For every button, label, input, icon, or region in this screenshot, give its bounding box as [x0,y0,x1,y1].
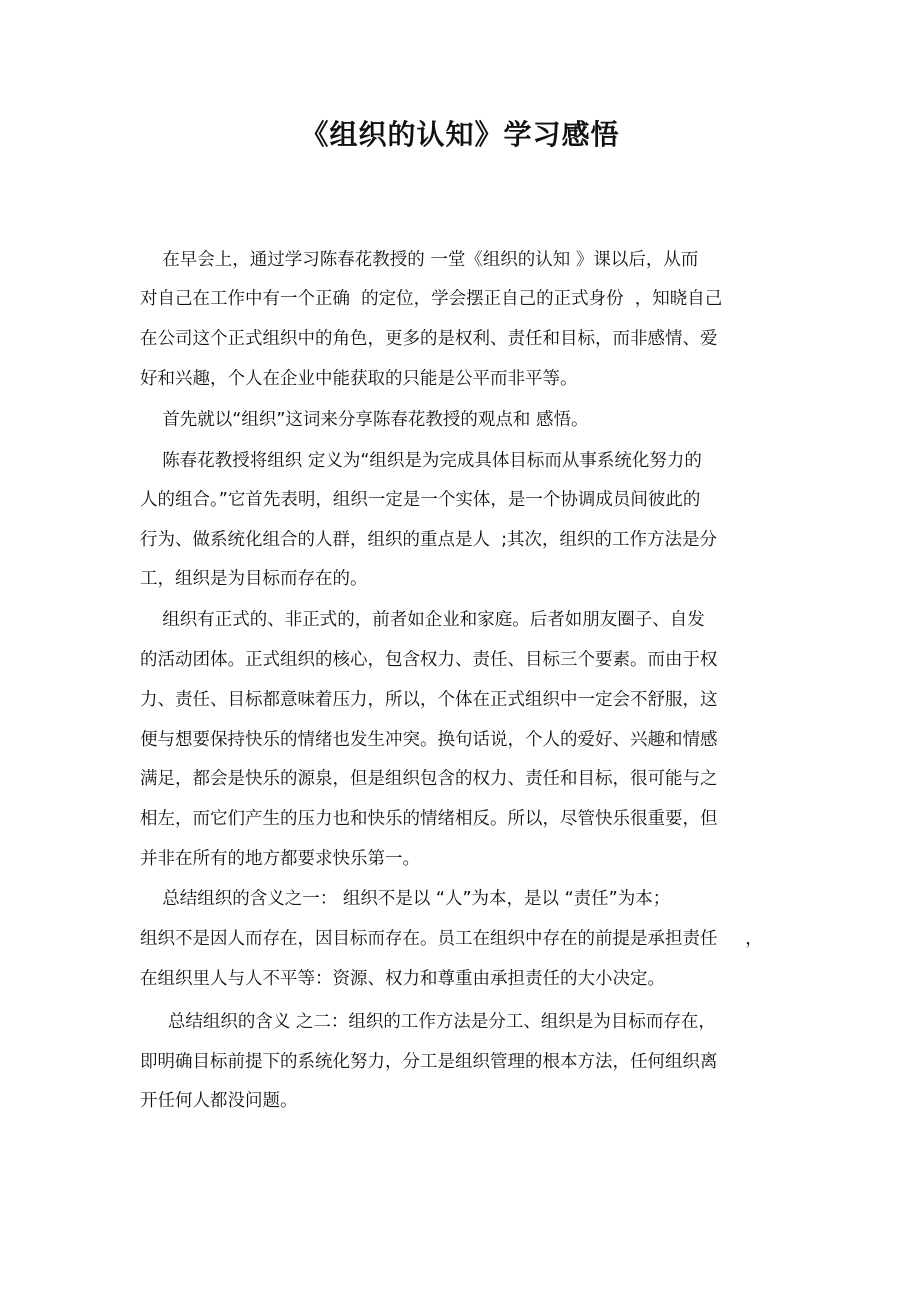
text-line: 行为、做系统化组合的人群，组织的重点是人 ;其次，组织的工作方法是分 [140,530,718,550]
text-line: 对自己在工作中有一个正确 的定位，学会摆正自己的正式身份 ，知晓自己 [140,289,723,309]
text-line: 陈春花教授将组织 定义为“组织是为完成具体目标而从事系统化努力的 [140,451,702,471]
text-line: 好和兴趣，个人在企业中能获取的只能是公平而非平等。 [140,369,578,389]
page-title: 《组织的认知》学习感悟 [300,118,620,151]
text-line: 首先就以“组织”这词来分享陈春花教授的观点和 感悟。 [140,410,589,430]
text-line: 的活动团体。正式组织的核心，包含权力、责任、目标三个要素。而由于权 [140,650,718,670]
text-line: 总结组织的含义 之二：组织的工作方法是分工、组织是为目标而存在， [140,1012,716,1032]
text-line: 组织有正式的、非正式的，前者如企业和家庭。后者如朋友圈子、自发 [140,610,705,630]
text-line: 开任何人都没问题。 [140,1091,298,1111]
text-line: 满足，都会是快乐的源泉，但是组织包含的权力、责任和目标，很可能与之 [140,769,718,789]
text-line: 在公司这个正式组织中的角色，更多的是权利、责任和目标，而非感情、爱 [140,329,718,349]
text-line: 总结组织的含义之一： 组织不是以 “人”为本，是以 “责任”为本； [140,889,671,909]
text-line: 便与想要保持快乐的情绪也发生冲突。换句话说，个人的爱好、兴趣和情感 [140,730,718,750]
text-line: 并非在所有的地方都要求快乐第一。 [140,849,420,869]
text-line: 人的组合。”它首先表明，组织一定是一个实体，是一个协调成员间彼此的 [140,490,701,510]
text-line: 在早会上，通过学习陈春花教授的 一堂《组织的认知 》课以后，从而 [140,250,699,270]
text-line: 即明确目标前提下的系统化努力，分工是组织管理的根本方法，任何组织离 [140,1052,718,1072]
text-line: 工，组织是为目标而存在的。 [140,569,368,589]
text-line: 力、责任、目标都意味着压力，所以，个体在正式组织中一定会不舒服，这 [140,690,718,710]
text-line: 相左，而它们产生的压力也和快乐的情绪相反。所以，尽管快乐很重要，但 [140,809,718,829]
text-line: 组织不是因人而存在，因目标而存在。员工在组织中存在的前提是承担责任 ， [140,929,763,949]
text-line: 在组织里人与人不平等：资源、权力和尊重由承担责任的大小决定。 [140,969,665,989]
